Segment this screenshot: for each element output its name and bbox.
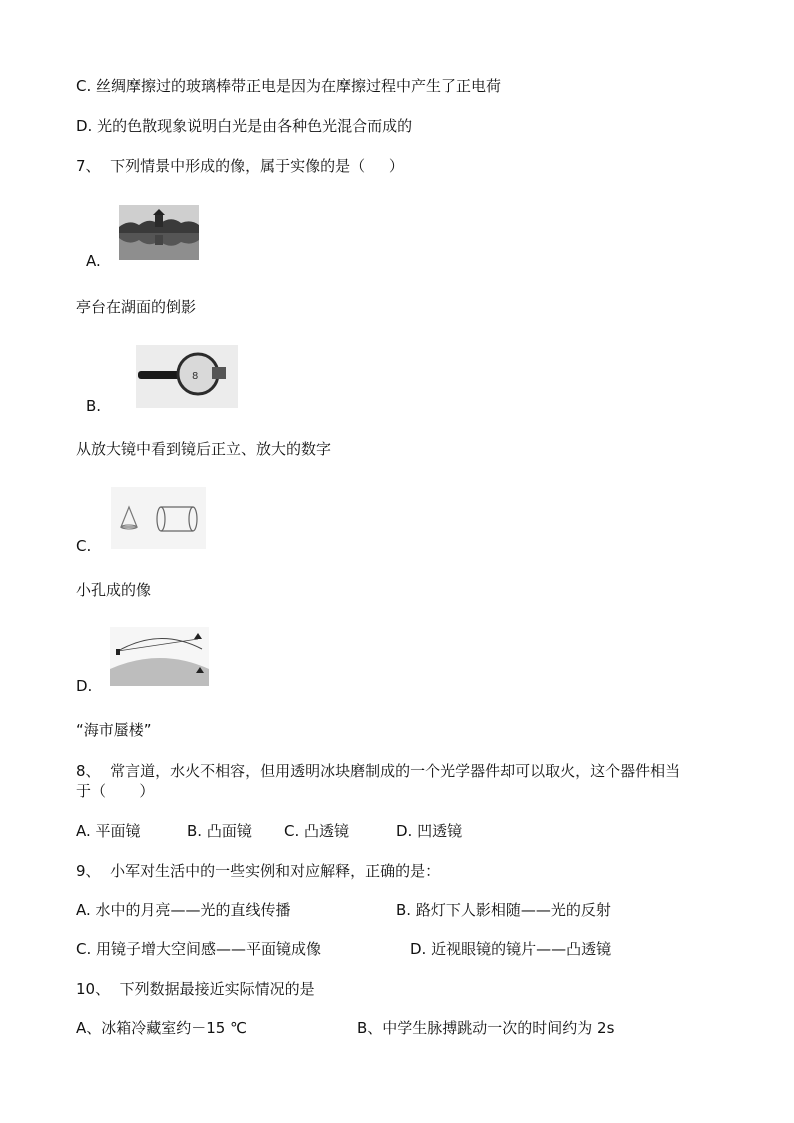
q7-option-c-label: C. — [76, 537, 92, 555]
q9-option-d: D. 近视眼镜的镜片——凸透镜 — [410, 940, 612, 958]
svg-text:8: 8 — [192, 371, 199, 382]
q10-option-a: A、冰箱冷藏室约－15 ℃ — [76, 1019, 247, 1037]
q8-option-a: A. 平面镜 — [76, 822, 141, 840]
q9-option-b: B. 路灯下人影相随——光的反射 — [396, 901, 611, 919]
q6-option-d: D. 光的色散现象说明白光是由各种色光混合而成的 — [76, 117, 413, 135]
q8-option-d: D. 凹透镜 — [396, 822, 463, 840]
q8-stem-line1: 8、 常言道，水火不相容，但用透明冰块磨制成的一个光学器件却可以取火，这个器件相当 — [76, 762, 681, 780]
q9-option-a: A. 水中的月亮——光的直线传播 — [76, 901, 291, 919]
q8-option-c: C. 凸透镜 — [284, 822, 350, 840]
q7-option-a-caption: 亭台在湖面的倒影 — [76, 298, 197, 316]
magnifier-image — [136, 345, 238, 408]
pinhole-image — [111, 487, 206, 549]
q7-stem: 7、 下列情景中形成的像，属于实像的是（ ） — [76, 157, 404, 175]
q7-option-d-caption: “海市蜃楼” — [76, 721, 152, 739]
q7-option-b-label: B. — [86, 397, 102, 415]
q7-option-c-caption: 小孔成的像 — [76, 581, 152, 599]
q7-option-a-label: A. — [86, 252, 101, 270]
pavilion-reflection-image — [119, 205, 199, 260]
q9-stem: 9、 小军对生活中的一些实例和对应解释，正确的是： — [76, 862, 441, 880]
q7-option-d-label: D. — [76, 677, 93, 695]
q6-option-c: C. 丝绸摩擦过的玻璃棒带正电是因为在摩擦过程中产生了正电荷 — [76, 77, 502, 95]
q7-option-b-caption: 从放大镜中看到镜后正立、放大的数字 — [76, 440, 332, 458]
q8-stem-line2: 于（ ） — [76, 782, 155, 800]
q8-option-b: B. 凸面镜 — [187, 822, 252, 840]
q9-option-c: C. 用镜子增大空间感——平面镜成像 — [76, 940, 322, 958]
q10-option-b: B、中学生脉搏跳动一次的时间约为 2s — [357, 1019, 615, 1037]
q10-stem: 10、 下列数据最接近实际情况的是 — [76, 980, 315, 998]
mirage-image — [110, 627, 209, 686]
